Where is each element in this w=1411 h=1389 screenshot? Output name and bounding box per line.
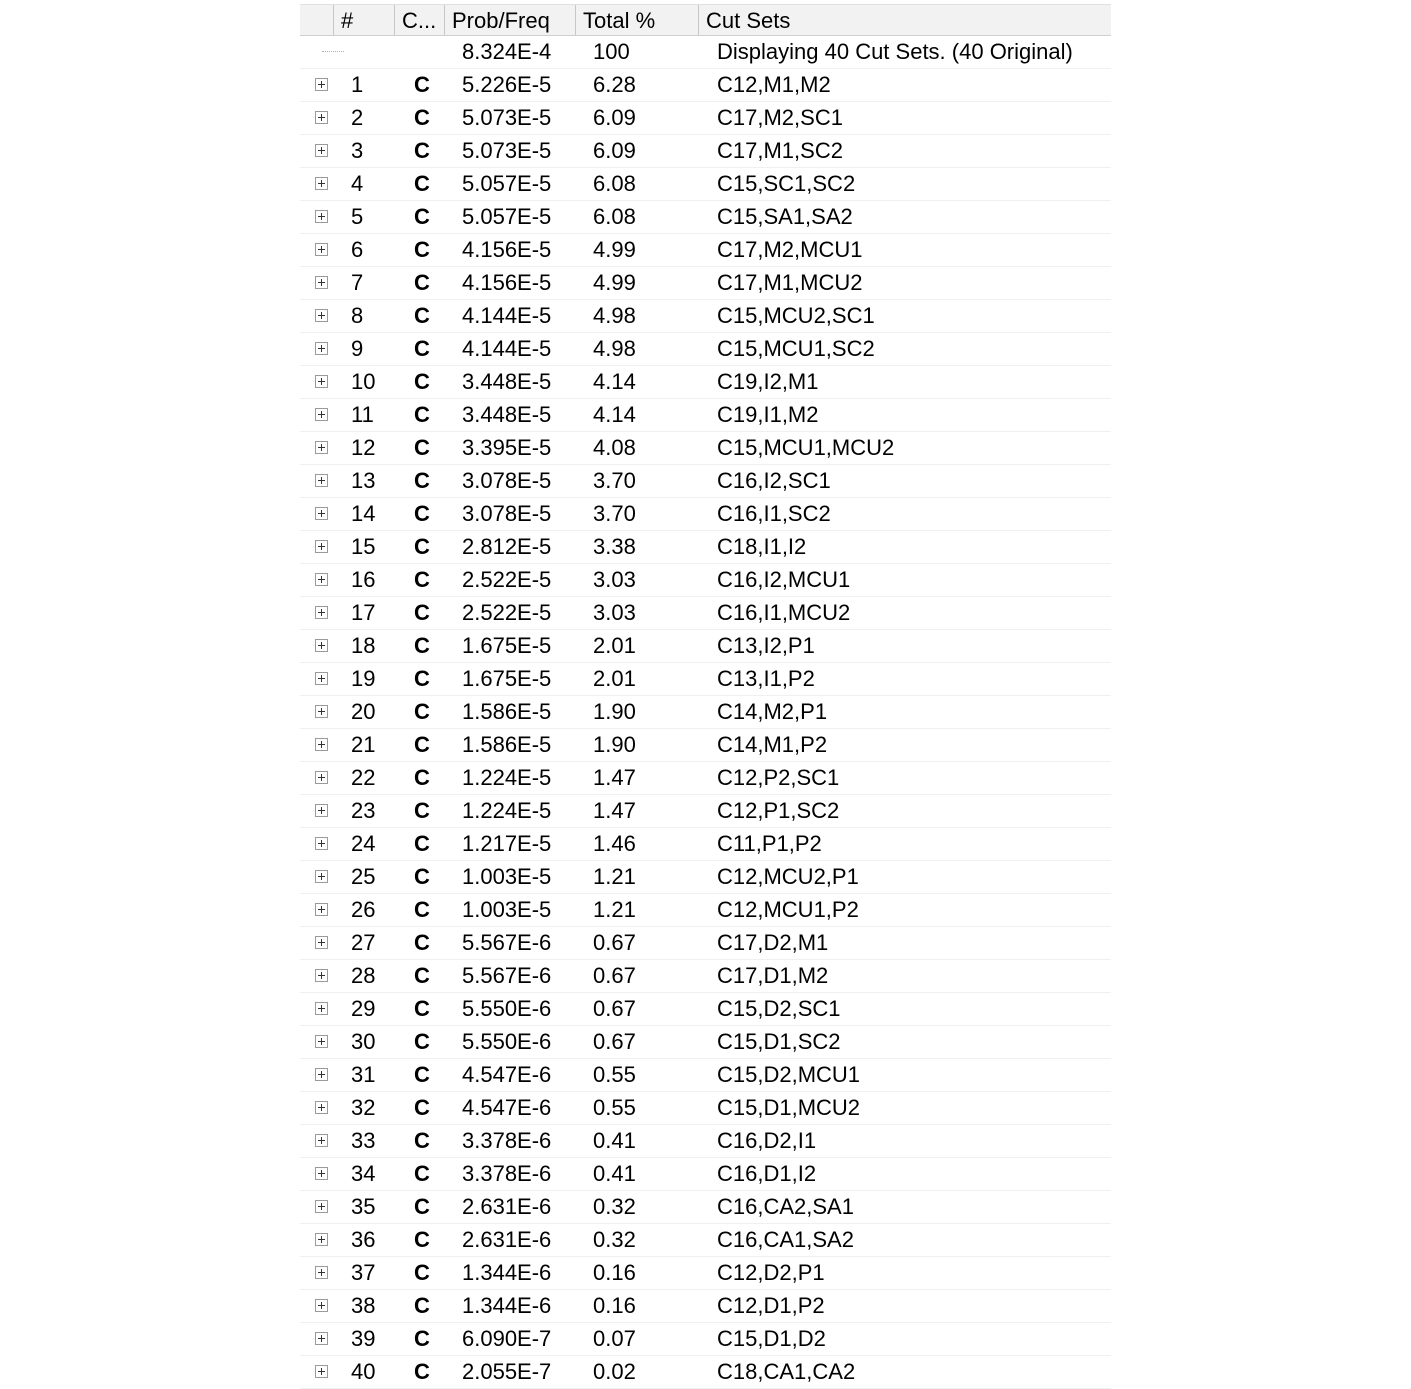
row-class: C bbox=[414, 930, 430, 955]
table-row[interactable] bbox=[300, 762, 1111, 795]
row-cut-set: C15,MCU1,MCU2 bbox=[717, 435, 895, 460]
row-prob: 2.522E-5 bbox=[462, 567, 552, 592]
row-percent: 4.99 bbox=[593, 270, 636, 295]
table-row[interactable] bbox=[300, 135, 1111, 168]
row-cut-set: C16,I1,SC2 bbox=[717, 501, 831, 526]
row-prob: 3.078E-5 bbox=[462, 468, 552, 493]
row-class: C bbox=[414, 831, 430, 856]
row-percent: 0.55 bbox=[593, 1095, 636, 1120]
expand-plus-icon[interactable] bbox=[315, 771, 328, 784]
row-cut-set: C16,I1,MCU2 bbox=[717, 600, 851, 625]
table-row[interactable] bbox=[300, 597, 1111, 630]
row-cut-set: C17,M1,SC2 bbox=[717, 138, 843, 163]
row-cut-set: C13,I2,P1 bbox=[717, 633, 815, 658]
table-row[interactable] bbox=[300, 993, 1111, 1026]
row-class: C bbox=[414, 1194, 430, 1219]
row-percent: 6.28 bbox=[593, 72, 636, 97]
table-row[interactable] bbox=[300, 927, 1111, 960]
expand-plus-icon[interactable] bbox=[315, 903, 328, 916]
table-row[interactable] bbox=[300, 300, 1111, 333]
table-row[interactable] bbox=[300, 333, 1111, 366]
row-cut-set: C16,CA2,SA1 bbox=[717, 1194, 854, 1219]
row-class: C bbox=[414, 1359, 430, 1384]
row-cut-set: C12,P1,SC2 bbox=[717, 798, 840, 823]
row-number: 30 bbox=[351, 1029, 376, 1054]
row-cut-set: C19,I2,M1 bbox=[717, 369, 819, 394]
row-prob: 5.550E-6 bbox=[462, 1029, 552, 1054]
row-percent: 1.47 bbox=[593, 765, 636, 790]
expand-plus-icon[interactable] bbox=[315, 1299, 328, 1312]
row-number: 7 bbox=[351, 270, 364, 295]
row-class: C bbox=[414, 1029, 430, 1054]
row-number: 31 bbox=[351, 1062, 376, 1087]
row-percent: 4.99 bbox=[593, 237, 636, 262]
row-percent: 0.67 bbox=[593, 963, 636, 988]
row-percent: 4.98 bbox=[593, 303, 636, 328]
row-cut-set: C12,M1,M2 bbox=[717, 72, 831, 97]
table-row[interactable] bbox=[300, 432, 1111, 465]
row-cut-set: C11,P1,P2 bbox=[717, 831, 822, 856]
row-number: 15 bbox=[351, 534, 376, 559]
cut-sets-grid bbox=[300, 4, 1111, 1389]
row-number: 32 bbox=[351, 1095, 376, 1120]
row-cut-set: C15,D1,SC2 bbox=[717, 1029, 841, 1054]
row-prob: 1.344E-6 bbox=[462, 1260, 552, 1285]
row-cut-set: C15,MCU2,SC1 bbox=[717, 303, 875, 328]
expand-plus-icon[interactable] bbox=[315, 540, 328, 553]
expand-plus-icon[interactable] bbox=[315, 573, 328, 586]
row-prob: 1.344E-6 bbox=[462, 1293, 552, 1318]
row-class: C bbox=[414, 534, 430, 559]
header-number[interactable]: # bbox=[333, 5, 394, 35]
row-percent: 0.02 bbox=[593, 1359, 636, 1384]
row-number: 5 bbox=[351, 204, 364, 229]
row-number: 20 bbox=[351, 699, 376, 724]
row-number: 13 bbox=[351, 468, 376, 493]
row-percent: 1.90 bbox=[593, 699, 636, 724]
row-percent: 0.67 bbox=[593, 1029, 636, 1054]
expand-plus-icon[interactable] bbox=[315, 441, 328, 454]
row-prob: 5.073E-5 bbox=[462, 105, 552, 130]
table-row[interactable] bbox=[300, 1092, 1111, 1125]
row-number: 9 bbox=[351, 336, 364, 361]
table-row[interactable] bbox=[300, 168, 1111, 201]
row-class: C bbox=[414, 1161, 430, 1186]
table-row[interactable] bbox=[300, 564, 1111, 597]
row-number: 35 bbox=[351, 1194, 376, 1219]
expand-plus-icon[interactable] bbox=[315, 639, 328, 652]
expand-plus-icon[interactable] bbox=[315, 606, 328, 619]
table-row[interactable] bbox=[300, 531, 1111, 564]
header-prob-freq[interactable]: Prob/Freq bbox=[444, 5, 575, 35]
row-cut-set: C12,MCU1,P2 bbox=[717, 897, 859, 922]
row-percent: 0.16 bbox=[593, 1260, 636, 1285]
expand-plus-icon[interactable] bbox=[315, 1035, 328, 1048]
row-cut-set: C17,D2,M1 bbox=[717, 930, 829, 955]
row-prob: 1.675E-5 bbox=[462, 633, 552, 658]
expand-plus-icon[interactable] bbox=[315, 78, 328, 91]
expand-plus-icon[interactable] bbox=[315, 936, 328, 949]
row-prob: 4.144E-5 bbox=[462, 303, 552, 328]
row-prob: 3.395E-5 bbox=[462, 435, 552, 460]
row-percent: 1.46 bbox=[593, 831, 636, 856]
expand-plus-icon[interactable] bbox=[315, 1200, 328, 1213]
row-number: 2 bbox=[351, 105, 364, 130]
table-row[interactable] bbox=[300, 960, 1111, 993]
row-class: C bbox=[414, 1062, 430, 1087]
row-number: 39 bbox=[351, 1326, 376, 1351]
row-prob: 1.586E-5 bbox=[462, 699, 552, 724]
row-percent: 6.08 bbox=[593, 171, 636, 196]
header-total-percent[interactable]: Total % bbox=[575, 5, 698, 35]
row-class: C bbox=[414, 600, 430, 625]
row-class: C bbox=[414, 1128, 430, 1153]
row-class: C bbox=[414, 567, 430, 592]
row-class: C bbox=[414, 963, 430, 988]
row-percent: 1.21 bbox=[593, 864, 636, 889]
expand-plus-icon[interactable] bbox=[315, 738, 328, 751]
row-number: 19 bbox=[351, 666, 376, 691]
row-prob: 5.226E-5 bbox=[462, 72, 552, 97]
row-number: 33 bbox=[351, 1128, 376, 1153]
table-row[interactable] bbox=[300, 234, 1111, 267]
row-percent: 6.08 bbox=[593, 204, 636, 229]
row-prob: 1.003E-5 bbox=[462, 897, 552, 922]
row-prob: 1.675E-5 bbox=[462, 666, 552, 691]
row-class: C bbox=[414, 402, 430, 427]
row-cut-set: C12,D1,P2 bbox=[717, 1293, 825, 1318]
table-row[interactable] bbox=[300, 696, 1111, 729]
row-cut-set: C15,D1,MCU2 bbox=[717, 1095, 861, 1120]
row-prob: 4.547E-6 bbox=[462, 1062, 552, 1087]
row-number: 26 bbox=[351, 897, 376, 922]
row-percent: 1.21 bbox=[593, 897, 636, 922]
row-prob: 2.812E-5 bbox=[462, 534, 552, 559]
row-cut-set: C13,I1,P2 bbox=[717, 666, 815, 691]
row-cut-set: C14,M2,P1 bbox=[717, 699, 828, 724]
row-prob: 2.522E-5 bbox=[462, 600, 552, 625]
row-cut-set: C16,I2,MCU1 bbox=[717, 567, 851, 592]
row-class: C bbox=[414, 798, 430, 823]
row-class: C bbox=[414, 369, 430, 394]
header-cut-sets[interactable]: Cut Sets bbox=[698, 5, 1111, 35]
row-prob: 2.631E-6 bbox=[462, 1194, 552, 1219]
row-number: 10 bbox=[351, 369, 376, 394]
row-number: 37 bbox=[351, 1260, 376, 1285]
summary-row[interactable] bbox=[300, 36, 1111, 69]
table-row[interactable] bbox=[300, 1257, 1111, 1290]
table-row[interactable] bbox=[300, 366, 1111, 399]
row-prob: 5.567E-6 bbox=[462, 930, 552, 955]
row-cut-set: C17,M2,SC1 bbox=[717, 105, 843, 130]
row-class: C bbox=[414, 138, 430, 163]
row-prob: 3.448E-5 bbox=[462, 402, 552, 427]
row-number: 17 bbox=[351, 600, 376, 625]
row-cut-set: C15,SC1,SC2 bbox=[717, 171, 856, 196]
row-class: C bbox=[414, 303, 430, 328]
row-percent: 0.67 bbox=[593, 930, 636, 955]
row-prob: 2.055E-7 bbox=[462, 1359, 552, 1384]
row-prob: 3.078E-5 bbox=[462, 501, 552, 526]
row-percent: 0.41 bbox=[593, 1161, 636, 1186]
expand-plus-icon[interactable] bbox=[315, 969, 328, 982]
row-number: 4 bbox=[351, 171, 364, 196]
table-row[interactable] bbox=[300, 201, 1111, 234]
row-percent: 1.90 bbox=[593, 732, 636, 757]
row-class: C bbox=[414, 699, 430, 724]
row-class: C bbox=[414, 1227, 430, 1252]
table-row[interactable] bbox=[300, 1290, 1111, 1323]
row-cut-set: C17,M2,MCU1 bbox=[717, 237, 863, 262]
summary-percent: 100 bbox=[593, 39, 630, 64]
tree-line bbox=[322, 51, 344, 52]
row-prob: 5.550E-6 bbox=[462, 996, 552, 1021]
expand-plus-icon[interactable] bbox=[315, 1332, 328, 1345]
table-row[interactable] bbox=[300, 894, 1111, 927]
expand-plus-icon[interactable] bbox=[315, 804, 328, 817]
grid-header bbox=[300, 4, 1111, 36]
row-number: 1 bbox=[351, 72, 364, 97]
row-class: C bbox=[414, 336, 430, 361]
expand-plus-icon[interactable] bbox=[315, 1365, 328, 1378]
row-class: C bbox=[414, 204, 430, 229]
table-row[interactable] bbox=[300, 1191, 1111, 1224]
row-class: C bbox=[414, 996, 430, 1021]
table-row[interactable] bbox=[300, 1125, 1111, 1158]
row-percent: 3.70 bbox=[593, 501, 636, 526]
expand-plus-icon[interactable] bbox=[315, 210, 328, 223]
row-percent: 4.14 bbox=[593, 402, 636, 427]
row-number: 38 bbox=[351, 1293, 376, 1318]
table-row[interactable] bbox=[300, 828, 1111, 861]
row-cut-set: C15,MCU1,SC2 bbox=[717, 336, 875, 361]
table-row[interactable] bbox=[300, 663, 1111, 696]
row-percent: 3.03 bbox=[593, 600, 636, 625]
row-number: 25 bbox=[351, 864, 376, 889]
expand-plus-icon[interactable] bbox=[315, 144, 328, 157]
row-cut-set: C16,I2,SC1 bbox=[717, 468, 831, 493]
row-percent: 0.55 bbox=[593, 1062, 636, 1087]
expand-plus-icon[interactable] bbox=[315, 1101, 328, 1114]
table-row[interactable] bbox=[300, 861, 1111, 894]
row-prob: 3.378E-6 bbox=[462, 1161, 552, 1186]
table-row[interactable] bbox=[300, 399, 1111, 432]
expand-plus-icon[interactable] bbox=[315, 1068, 328, 1081]
table-row[interactable] bbox=[300, 1158, 1111, 1191]
row-class: C bbox=[414, 1293, 430, 1318]
expand-plus-icon[interactable] bbox=[315, 474, 328, 487]
row-percent: 1.47 bbox=[593, 798, 636, 823]
expand-plus-icon[interactable] bbox=[315, 408, 328, 421]
row-class: C bbox=[414, 897, 430, 922]
row-number: 29 bbox=[351, 996, 376, 1021]
row-percent: 2.01 bbox=[593, 633, 636, 658]
table-row[interactable] bbox=[300, 498, 1111, 531]
table-row[interactable] bbox=[300, 465, 1111, 498]
row-prob: 1.586E-5 bbox=[462, 732, 552, 757]
row-number: 3 bbox=[351, 138, 364, 163]
row-class: C bbox=[414, 171, 430, 196]
row-cut-set: C16,CA1,SA2 bbox=[717, 1227, 854, 1252]
row-prob: 5.567E-6 bbox=[462, 963, 552, 988]
summary-prob: 8.324E-4 bbox=[462, 39, 552, 64]
row-number: 23 bbox=[351, 798, 376, 823]
row-cut-set: C15,SA1,SA2 bbox=[717, 204, 853, 229]
row-cut-set: C16,D2,I1 bbox=[717, 1128, 817, 1153]
expand-plus-icon[interactable] bbox=[315, 672, 328, 685]
row-class: C bbox=[414, 237, 430, 262]
row-prob: 4.156E-5 bbox=[462, 270, 552, 295]
expand-plus-icon[interactable] bbox=[315, 1167, 328, 1180]
expand-plus-icon[interactable] bbox=[315, 870, 328, 883]
table-row[interactable] bbox=[300, 1059, 1111, 1092]
row-class: C bbox=[414, 633, 430, 658]
table-row[interactable] bbox=[300, 69, 1111, 102]
row-class: C bbox=[414, 468, 430, 493]
row-cut-set: C12,D2,P1 bbox=[717, 1260, 825, 1285]
row-cut-set: C15,D2,SC1 bbox=[717, 996, 841, 1021]
row-cut-set: C12,P2,SC1 bbox=[717, 765, 840, 790]
expand-plus-icon[interactable] bbox=[315, 1002, 328, 1015]
row-class: C bbox=[414, 1095, 430, 1120]
table-row[interactable] bbox=[300, 1323, 1111, 1356]
row-percent: 4.08 bbox=[593, 435, 636, 460]
row-number: 21 bbox=[351, 732, 376, 757]
row-class: C bbox=[414, 864, 430, 889]
row-percent: 6.09 bbox=[593, 138, 636, 163]
row-cut-set: C16,D1,I2 bbox=[717, 1161, 817, 1186]
header-class[interactable]: C... bbox=[394, 5, 444, 35]
row-prob: 3.378E-6 bbox=[462, 1128, 552, 1153]
expand-plus-icon[interactable] bbox=[315, 1233, 328, 1246]
table-row[interactable] bbox=[300, 1224, 1111, 1257]
row-cut-set: C17,M1,MCU2 bbox=[717, 270, 863, 295]
row-prob: 2.631E-6 bbox=[462, 1227, 552, 1252]
row-cut-set: C17,D1,M2 bbox=[717, 963, 829, 988]
row-percent: 3.03 bbox=[593, 567, 636, 592]
row-number: 11 bbox=[351, 402, 374, 427]
row-prob: 1.224E-5 bbox=[462, 798, 552, 823]
row-prob: 4.547E-6 bbox=[462, 1095, 552, 1120]
row-number: 27 bbox=[351, 930, 376, 955]
row-percent: 2.01 bbox=[593, 666, 636, 691]
row-number: 14 bbox=[351, 501, 376, 526]
row-class: C bbox=[414, 1260, 430, 1285]
expand-plus-icon[interactable] bbox=[315, 276, 328, 289]
row-prob: 5.057E-5 bbox=[462, 204, 552, 229]
row-class: C bbox=[414, 501, 430, 526]
row-number: 36 bbox=[351, 1227, 376, 1252]
header-expander-column[interactable] bbox=[300, 5, 333, 35]
table-row[interactable] bbox=[300, 267, 1111, 300]
expand-plus-icon[interactable] bbox=[315, 1134, 328, 1147]
row-number: 24 bbox=[351, 831, 376, 856]
row-percent: 6.09 bbox=[593, 105, 636, 130]
row-number: 8 bbox=[351, 303, 364, 328]
row-prob: 4.144E-5 bbox=[462, 336, 552, 361]
expand-plus-icon[interactable] bbox=[315, 837, 328, 850]
row-cut-set: C18,I1,I2 bbox=[717, 534, 807, 559]
row-class: C bbox=[414, 72, 430, 97]
expand-plus-icon[interactable] bbox=[315, 111, 328, 124]
row-percent: 0.67 bbox=[593, 996, 636, 1021]
row-prob: 5.073E-5 bbox=[462, 138, 552, 163]
row-prob: 4.156E-5 bbox=[462, 237, 552, 262]
expand-plus-icon[interactable] bbox=[315, 177, 328, 190]
table-row[interactable] bbox=[300, 1026, 1111, 1059]
cut-set-rows bbox=[300, 69, 1111, 1389]
row-number: 12 bbox=[351, 435, 376, 460]
row-number: 28 bbox=[351, 963, 376, 988]
row-percent: 0.07 bbox=[593, 1326, 636, 1351]
row-cut-set: C19,I1,M2 bbox=[717, 402, 819, 427]
row-class: C bbox=[414, 765, 430, 790]
row-prob: 1.217E-5 bbox=[462, 831, 552, 856]
table-row[interactable] bbox=[300, 630, 1111, 663]
row-prob: 6.090E-7 bbox=[462, 1326, 552, 1351]
table-row[interactable] bbox=[300, 795, 1111, 828]
row-percent: 0.32 bbox=[593, 1227, 636, 1252]
row-prob: 1.003E-5 bbox=[462, 864, 552, 889]
row-cut-set: C18,CA1,CA2 bbox=[717, 1359, 856, 1384]
row-prob: 1.224E-5 bbox=[462, 765, 552, 790]
row-number: 18 bbox=[351, 633, 376, 658]
row-number: 34 bbox=[351, 1161, 376, 1186]
row-class: C bbox=[414, 1326, 430, 1351]
row-percent: 3.70 bbox=[593, 468, 636, 493]
row-prob: 5.057E-5 bbox=[462, 171, 552, 196]
row-cut-set: C15,D1,D2 bbox=[717, 1326, 826, 1351]
row-cut-set: C12,MCU2,P1 bbox=[717, 864, 859, 889]
row-cut-set: C14,M1,P2 bbox=[717, 732, 828, 757]
row-number: 6 bbox=[351, 237, 364, 262]
expand-plus-icon[interactable] bbox=[315, 309, 328, 322]
row-number: 40 bbox=[351, 1359, 376, 1384]
row-percent: 4.14 bbox=[593, 369, 636, 394]
row-class: C bbox=[414, 270, 430, 295]
row-percent: 0.16 bbox=[593, 1293, 636, 1318]
expand-plus-icon[interactable] bbox=[315, 342, 328, 355]
expand-plus-icon[interactable] bbox=[315, 507, 328, 520]
expand-plus-icon[interactable] bbox=[315, 705, 328, 718]
expand-plus-icon[interactable] bbox=[315, 1266, 328, 1279]
row-number: 16 bbox=[351, 567, 376, 592]
table-row[interactable] bbox=[300, 102, 1111, 135]
row-class: C bbox=[414, 666, 430, 691]
row-class: C bbox=[414, 732, 430, 757]
row-percent: 3.38 bbox=[593, 534, 636, 559]
row-class: C bbox=[414, 105, 430, 130]
row-prob: 3.448E-5 bbox=[462, 369, 552, 394]
row-class: C bbox=[414, 435, 430, 460]
expand-plus-icon[interactable] bbox=[315, 375, 328, 388]
row-percent: 0.41 bbox=[593, 1128, 636, 1153]
table-row[interactable] bbox=[300, 729, 1111, 762]
summary-text: Displaying 40 Cut Sets. (40 Original) bbox=[717, 39, 1073, 64]
row-percent: 0.32 bbox=[593, 1194, 636, 1219]
row-percent: 4.98 bbox=[593, 336, 636, 361]
row-cut-set: C15,D2,MCU1 bbox=[717, 1062, 861, 1087]
table-row[interactable] bbox=[300, 1356, 1111, 1389]
expand-plus-icon[interactable] bbox=[315, 243, 328, 256]
row-number: 22 bbox=[351, 765, 376, 790]
